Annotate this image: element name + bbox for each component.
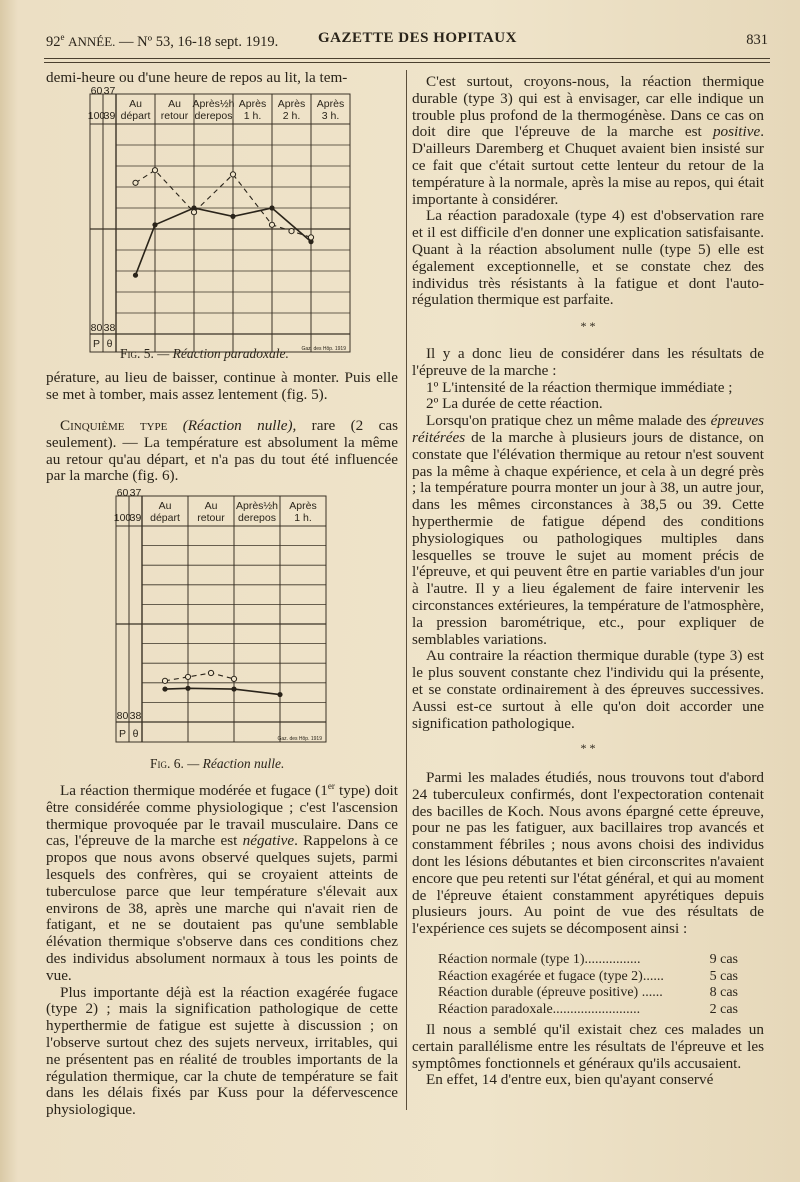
column-header: 1 h. <box>243 110 262 122</box>
right-block-3 <box>412 770 764 938</box>
list-item: 1º L'intensité de la réaction thermique immédiate ; <box>426 378 733 396</box>
column-header: derepos <box>238 512 276 524</box>
column-divider <box>406 70 407 1110</box>
italic-term: négative <box>242 832 295 850</box>
temperature-point <box>231 686 236 691</box>
column-header: Après <box>316 98 345 110</box>
temperature-point <box>133 273 138 278</box>
result-label: Réaction durable (épreuve positive) ...... <box>438 985 663 1000</box>
text-paragraph: Parmi les malades étudiés, nous trouvons tout d'abord 24 tuberculeux confirmés, dont l'expectoration contenait des bacilles de Koch. Nous avons épargné cette épreuve, pour ne pas les fatiguer, aux bacillaires trop avancés et constamment fébriles ; nous avons choisi des individus dont les lésions débutantes et bien circonscrites n'avaient encore que peu retenti sur l'état général, et qui au moment de l'épreuve étaient constamment apyrétiques depuis plusieurs jours. Au point de vue des résultats de l'expérience ces sujets se décomposent ainsi : <box>412 769 764 938</box>
axis-label-pulse: 100 <box>87 110 106 122</box>
pulse-point <box>185 674 190 679</box>
axis-label-pulse: 60 <box>90 85 103 97</box>
chart-frame <box>113 496 326 742</box>
results-row <box>438 985 738 1002</box>
italic-term: positive <box>712 123 761 141</box>
column-header: retour <box>160 110 189 122</box>
left-para-1 <box>46 370 398 404</box>
column-header: Au <box>158 500 172 512</box>
column-header: Après <box>238 98 267 110</box>
pulse-point <box>230 172 235 177</box>
column-header: 1 h. <box>294 512 312 524</box>
year-suffix: e <box>60 32 65 42</box>
text-paragraph: Plus importante déjà est la réaction exagérée fugace (type 2) ; mais la signification pathologique de cette hyperthermie de fatigue est sujette à discussion ; on l'observe surtout chez des sujets nerveux, irritables, qui ne présentent pas en réalité de troubles importants de la régulation thermique, car la chute de température se fait dans les délais fixés par Kuss pour la défervescence physiologique. <box>46 983 398 1119</box>
results-table <box>438 952 738 1018</box>
temperature-point <box>185 686 190 691</box>
temperature-series-line <box>165 688 280 694</box>
column-header: derepos <box>194 110 233 122</box>
pulse-point <box>308 235 313 240</box>
pulse-series-line <box>165 673 234 681</box>
axis-label-temp: 38 <box>103 322 116 334</box>
text-paragraph: Il y a donc lieu de considérer dans les résultats de l'épreuve de la marche : <box>412 345 764 379</box>
axis-label-temp: 38 <box>129 710 142 722</box>
page-number: 831 <box>746 32 768 48</box>
issue-number: — Nº 53, 16-18 sept. 1919. <box>119 33 279 50</box>
results-row <box>438 952 738 969</box>
column-header: 3 h. <box>321 110 340 122</box>
text-paragraph: La réaction paradoxale (type 4) est d'observation rare et il est difficile d'en donner une explication satisfaisante. Quant à la réaction absolument nulle (type 5) elle est également exceptionnelle, et se constate chez des individus très résistants à la fatigue et dont l'auto-régulation thermique est parfaite. <box>412 207 764 309</box>
section-separator: * * <box>580 319 596 333</box>
list-item: 2º La durée de cette réaction. <box>426 395 603 413</box>
figure-6-label: Fig. 6. <box>150 756 184 771</box>
column-header: Après <box>289 500 317 512</box>
engraver-signature: Gaz. des Hôp. 1919 <box>301 346 346 352</box>
figure-6-title: — Réaction nulle. <box>187 756 285 771</box>
text-run: . D'ailleurs Daremberg et Chuquet avaient bien insisté sur ce fait que c'était surtout cette lenteur du retour de la température à la normale, après la mise au repos, qui était importante à considérer. <box>412 123 764 208</box>
pulse-point <box>133 180 138 185</box>
result-value: 5 cas <box>709 968 738 984</box>
figure-5-label: Fig. 5. <box>120 346 154 361</box>
text-paragraph: rare (2 cas seulement). — La température est absolument la même au retour qu'au départ, et n'a pas du tout été influencée par la marche (fig. 6). <box>46 417 399 485</box>
section-separator-2: * * <box>580 741 596 755</box>
italic-term: épreuves réitérées <box>412 412 764 446</box>
type-heading-italic: (Réaction nulle), <box>182 417 297 434</box>
type-heading: Cinquième type <box>60 417 168 434</box>
text-run: type) doit être considérée comme physiologique ; c'est l'ascension thermique provoquée par le travail musculaire. Dans ce cas, l'épreuve de la marche est <box>46 782 399 850</box>
axis-label-pulse: 100 <box>113 512 132 524</box>
column-header: départ <box>120 110 151 122</box>
header-rule-2 <box>44 62 770 63</box>
pulse-point <box>231 676 236 681</box>
text-paragraph: Au contraire la réaction thermique durable (type 3) est le plus souvent constante chez l'individu qui la présente, et se constate ordinairement à des épreuves successives. Aussi est-ce surtout à elle qu'on doit accorder une signification pathologique. <box>412 647 764 732</box>
pulse-point <box>208 670 213 675</box>
figure-6-chart <box>113 487 336 742</box>
result-value: 2 cas <box>709 1001 738 1017</box>
text-paragraph: En effet, 14 d'entre eux, bien qu'ayant conservé <box>426 1071 714 1089</box>
text-run: de la marche à plusieurs jours de distance, on constate que l'élévation thermique au retour n'est souvent pas la même à chaque expérience, et cela à un degré près ; la température pourra monter un jour à 38, un autre jour, dans les mêmes circonstances à 38,5 ou 39. Cette hyperthermie de fatigue dépend des conditions physiologiques ou pathologiques multiples dans lesquelles se trouve le sujet au moment précis de l'épreuve, et qui peuvent être en partie variables d'un jour à l'autre. Il y a lieu également de faire intervenir les circonstances extérieures, la température de l'atmosphère, la pression barométrique, etc., pour expliquer de semblables variations. <box>412 428 764 648</box>
axis-label-temp: θ <box>106 338 113 350</box>
axis-label-temp: 39 <box>103 110 116 122</box>
result-label: Réaction exagérée et fugace (type 2)...... <box>438 968 664 984</box>
result-value: 8 cas <box>709 985 738 1000</box>
pulse-point <box>191 210 196 215</box>
temperature-point <box>230 214 235 219</box>
result-label: Réaction normale (type 1)................ <box>438 952 641 967</box>
result-value: 9 cas <box>709 952 738 967</box>
results-row <box>438 1002 738 1019</box>
column-header: Au <box>168 98 181 110</box>
axis-label-temp: 37 <box>129 487 142 499</box>
text-paragraph: Il nous a semblé qu'il existait chez ces malades un certain parallélisme entre les résultats de l'épreuve et les symptômes fonctionnels et généraux qu'ils accusaient. <box>412 1021 764 1072</box>
figure-5-content <box>88 85 350 352</box>
pulse-point <box>269 222 274 227</box>
result-label: Réaction paradoxale......................... <box>438 1001 641 1017</box>
engraver-signature: Gaz. des Hôp. 1919 <box>277 736 322 742</box>
header-rule <box>44 58 770 59</box>
column-header: retour <box>197 512 225 524</box>
column-header: Après <box>277 98 306 110</box>
year-word: ANNÉE. <box>68 33 116 49</box>
results-row <box>438 969 738 986</box>
year-number: 92 <box>46 33 61 50</box>
left-para-2 <box>46 418 398 485</box>
axis-label-pulse: 60 <box>116 487 129 499</box>
left-para-3 <box>46 778 398 1119</box>
text-run: . Rappelons à ce propos que nous avons observé quelques sujets, parmi lesquels des confrères, qui se croyaient atteints de tuberculose parce que leur température s'élevait aux environs de 38, après une marche qui n'avait rien de fatigant, et ne se doutaient pas qu'une semblable élévation thermique s'observe dans ces conditions chez des individus absolument normaux à tous les points de vue. <box>46 832 398 984</box>
right-block-2 <box>412 346 764 732</box>
column-header: Au <box>204 500 218 512</box>
right-block-4 <box>412 1022 764 1089</box>
journal-title: GAZETTE DES HOPITAUX <box>318 30 517 46</box>
temperature-point <box>269 205 274 210</box>
axis-label-temp: 39 <box>129 512 142 524</box>
temperature-point <box>162 686 167 691</box>
right-block-1 <box>412 74 764 309</box>
text-line: demi-heure ou d'une heure de repos au lit, la tem- <box>46 69 348 86</box>
temperature-point <box>152 222 157 227</box>
column-header: Après½h <box>235 500 279 512</box>
temperature-point <box>277 692 282 697</box>
running-header <box>46 30 768 52</box>
text-paragraph: pérature, au lieu de baisser, continue à monter. Puis elle se met à tomber, mais assez lentement (fig. 5). <box>46 369 398 403</box>
issue-info <box>46 32 278 51</box>
axis-label-pulse: P <box>92 338 101 350</box>
text-run: Lorsqu'on pratique chez un même malade des <box>426 412 711 430</box>
column-header: 2 h. <box>282 110 301 122</box>
column-header: Après½h <box>192 98 235 110</box>
pulse-point <box>162 678 167 683</box>
figure-5-chart <box>87 85 360 352</box>
axis-label-temp: 37 <box>103 85 116 97</box>
superscript: er <box>327 781 335 791</box>
axis-label-temp: θ <box>132 728 139 740</box>
temperature-series-line <box>136 208 312 275</box>
figure-5-caption <box>120 346 289 362</box>
figure-6-caption <box>150 756 284 772</box>
text-run: La réaction thermique modérée et fugace (1 <box>60 782 328 800</box>
axis-label-pulse: 80 <box>90 322 103 334</box>
figure-6-content <box>114 487 326 742</box>
pulse-point <box>289 229 294 234</box>
axis-label-pulse: P <box>118 728 127 740</box>
pulse-series-line <box>136 170 312 237</box>
figure-5-title: — Réaction paradoxale. <box>157 346 289 361</box>
axis-label-pulse: 80 <box>116 710 129 722</box>
column-header: Au <box>129 98 142 110</box>
column-header: départ <box>150 512 180 524</box>
pulse-point <box>152 168 157 173</box>
text-run: C'est surtout, croyons-nous, la réaction thermique durable (type 3) qui est à envisager, car elle indique un trouble plus profond de la thermogénèse. Dans ce cas on doit dire que l'épreuve de la marche est <box>412 73 764 141</box>
